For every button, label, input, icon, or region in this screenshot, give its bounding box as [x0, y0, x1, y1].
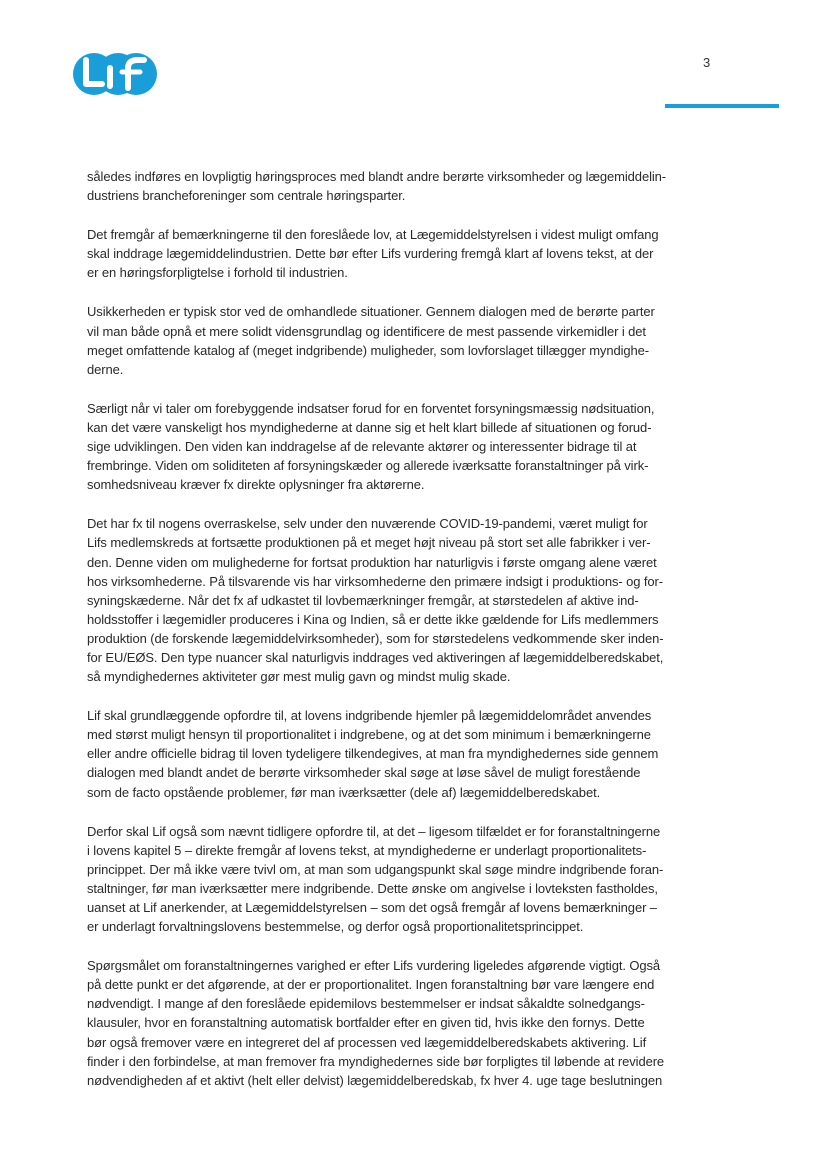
body-paragraph: [87, 167, 747, 205]
paragraph-line: Lifs medlemskreds at fortsætte produktionen på et meget højt niveau på stort set alle fabrikker i ver-: [87, 535, 651, 551]
paragraph-line: Det har fx til nogens overraskelse, selv under den nuværende COVID-19-pandemi, været muligt for: [87, 516, 648, 532]
paragraph-line: derne.: [87, 361, 124, 377]
body-paragraph: [87, 225, 747, 282]
lif-logo: [72, 50, 158, 98]
paragraph-line: somhedsniveau kræver fx direkte oplysninger fra aktørerne.: [87, 477, 425, 493]
paragraph-line: Det fremgår af bemærkningerne til den foreslåede lov, at Lægemiddelstyrelsen i videst muligt omfang: [87, 227, 659, 243]
paragraph-line: sige udviklingen. Den viden kan inddragelse af de relevante aktører og interessenter bidrage til at: [87, 439, 637, 455]
paragraph-line: holdsstoffer i lægemidler produceres i Kina og Indien, så er dette ikke gældende for Lifs medlemmers: [87, 611, 659, 627]
paragraph-line: uanset at Lif anerkender, at Lægemiddelstyrelsen – som det også fremgår af lovens bemærkninger –: [87, 900, 657, 915]
paragraph-line: så myndighedernes aktiviteter gør mest mulig gavn og mindst mulig skade.: [87, 669, 511, 685]
paragraph-line: på dette punkt er det afgørende, at der er proportionalitet. Ingen foranstaltning bør vare længere end: [87, 977, 655, 993]
paragraph-line: Derfor skal Lif også som nævnt tidligere opfordre til, at det – ligesom tilfældet er for foranstaltningerne: [87, 823, 661, 839]
paragraph-line: som de facto opstående problemer, før man iværksætter (dele af) lægemiddelberedskabet.: [87, 784, 601, 800]
paragraph-line: Spørgsmålet om foranstaltningernes varighed er efter Lifs vurdering ligeledes afgørende vigtigt. Også: [87, 958, 661, 974]
paragraph-line: finder i den forbindelse, at man fremover fra myndighedernes side bør forpligtes til løbende at revidere: [87, 1053, 665, 1069]
paragraph-line: dustriens brancheforeninger som centrale høringsparter.: [87, 188, 406, 204]
paragraph-line: med størst muligt hensyn til proportionalitet i indgrebene, og at det som minimum i bemærkningerne: [87, 727, 651, 743]
page-number: 3: [703, 55, 711, 70]
paragraph-line: for EU/EØS. Den type nuancer skal naturligvis inddrages ved aktiveringen af lægemiddelberedskabet,: [87, 649, 664, 665]
body-paragraph: [87, 706, 747, 801]
body-paragraph: [87, 399, 747, 494]
paragraph-line: Lif skal grundlæggende opfordre til, at lovens indgribende hjemler på lægemiddelområdet anvendes: [87, 708, 652, 724]
paragraph-line: nødvendigheden af et aktivt (helt eller delvist) lægemiddelberedskab, fx hver 4. uge tage beslutningen: [87, 1072, 663, 1088]
paragraph-line: er en høringsforpligtelse i forhold til industrien.: [87, 265, 348, 281]
paragraph-line: produktion (de forskende lægemiddelvirksomheder), som for størstedelens vedkommende sker inden-: [87, 630, 664, 646]
paragraph-line: Usikkerheden er typisk stor ved de omhandlede situationer. Gennem dialogen med de berørte parter: [87, 304, 655, 320]
paragraph-line: syningskæderne. Når det fx af udkastet til lovbemærkninger fremgår, at størstedelen af aktive ind-: [87, 592, 639, 608]
paragraph-line: i lovens kapitel 5 – direkte fremgår af lovens tekst, at myndighederne er underlagt proportionalitets-: [87, 842, 647, 858]
paragraph-line: vil man både opnå et mere solidt vidensgrundlag og identificere de mest passende virkemidler i det: [87, 323, 646, 339]
body-paragraph: [87, 302, 747, 378]
paragraph-line: princippet. Der må ikke være tvivl om, at man som udgangspunkt skal søge mindre indgribende foran-: [87, 861, 664, 877]
paragraph-line: bør også fremover være en integreret del af processen ved lægemiddelberedskabets aktivering. Lif: [87, 1034, 647, 1050]
paragraph-line: den. Denne viden om mulighederne for fortsat produktion har naturligvis i første omgang alene været: [87, 554, 657, 570]
body-paragraph: [87, 956, 747, 1090]
paragraph-line: staltninger, før man iværksætter mere indgribende. Dette ønske om angivelse i lovteksten fastholdes,: [87, 880, 658, 896]
paragraph-line: klausuler, hvor en foranstaltning automatisk bortfalder efter en given tid, hvis ikke den fornys. Dette: [87, 1015, 645, 1031]
paragraph-line: Særligt når vi taler om forebyggende indsatser forud for en forventet forsyningsmæssig nødsituation,: [87, 400, 655, 416]
header-accent-rule: [665, 104, 779, 108]
body-paragraph: [87, 514, 747, 686]
paragraph-line: dialogen med blandt andet de berørte virksomheder skal søge at løse såvel de muligt forestående: [87, 765, 641, 781]
paragraph-line: meget omfattende katalog af (meget indgribende) muligheder, som lovforslaget tillægger myndighe-: [87, 342, 649, 358]
paragraph-line: eller andre officielle bidrag til loven tydeligere tilkendegives, at man fra myndighedernes side gennem: [87, 746, 659, 762]
paragraph-line: er underlagt forvaltningslovens bestemmelse, og derfor også proportionalitetsprincippet.: [87, 919, 584, 935]
paragraph-line: nødvendigt. I mange af den foreslåede epidemilovs bestemmelser er indsat såkaldte solnedgangs-: [87, 996, 645, 1012]
paragraph-line: hos virksomhederne. På tilsvarende vis har virksomhederne den primære indsigt i produktions- og for-: [87, 573, 663, 589]
body-paragraph: [87, 822, 747, 937]
paragraph-line: kan det være vanskeligt hos myndighederne at danne sig et helt klart billede af situationen og forud-: [87, 419, 652, 435]
document-body: [87, 167, 747, 1110]
paragraph-line: således indføres en lovpligtig høringsproces med blandt andre berørte virksomheder og lægemiddelin-: [87, 169, 667, 184]
paragraph-line: frembringe. Viden om soliditeten af forsyningskæder og allerede iværksatte foranstaltninger på virk-: [87, 458, 649, 474]
paragraph-line: skal inddrage lægemiddelindustrien. Dette bør efter Lifs vurdering fremgå klart af lovens tekst, at der: [87, 246, 654, 262]
